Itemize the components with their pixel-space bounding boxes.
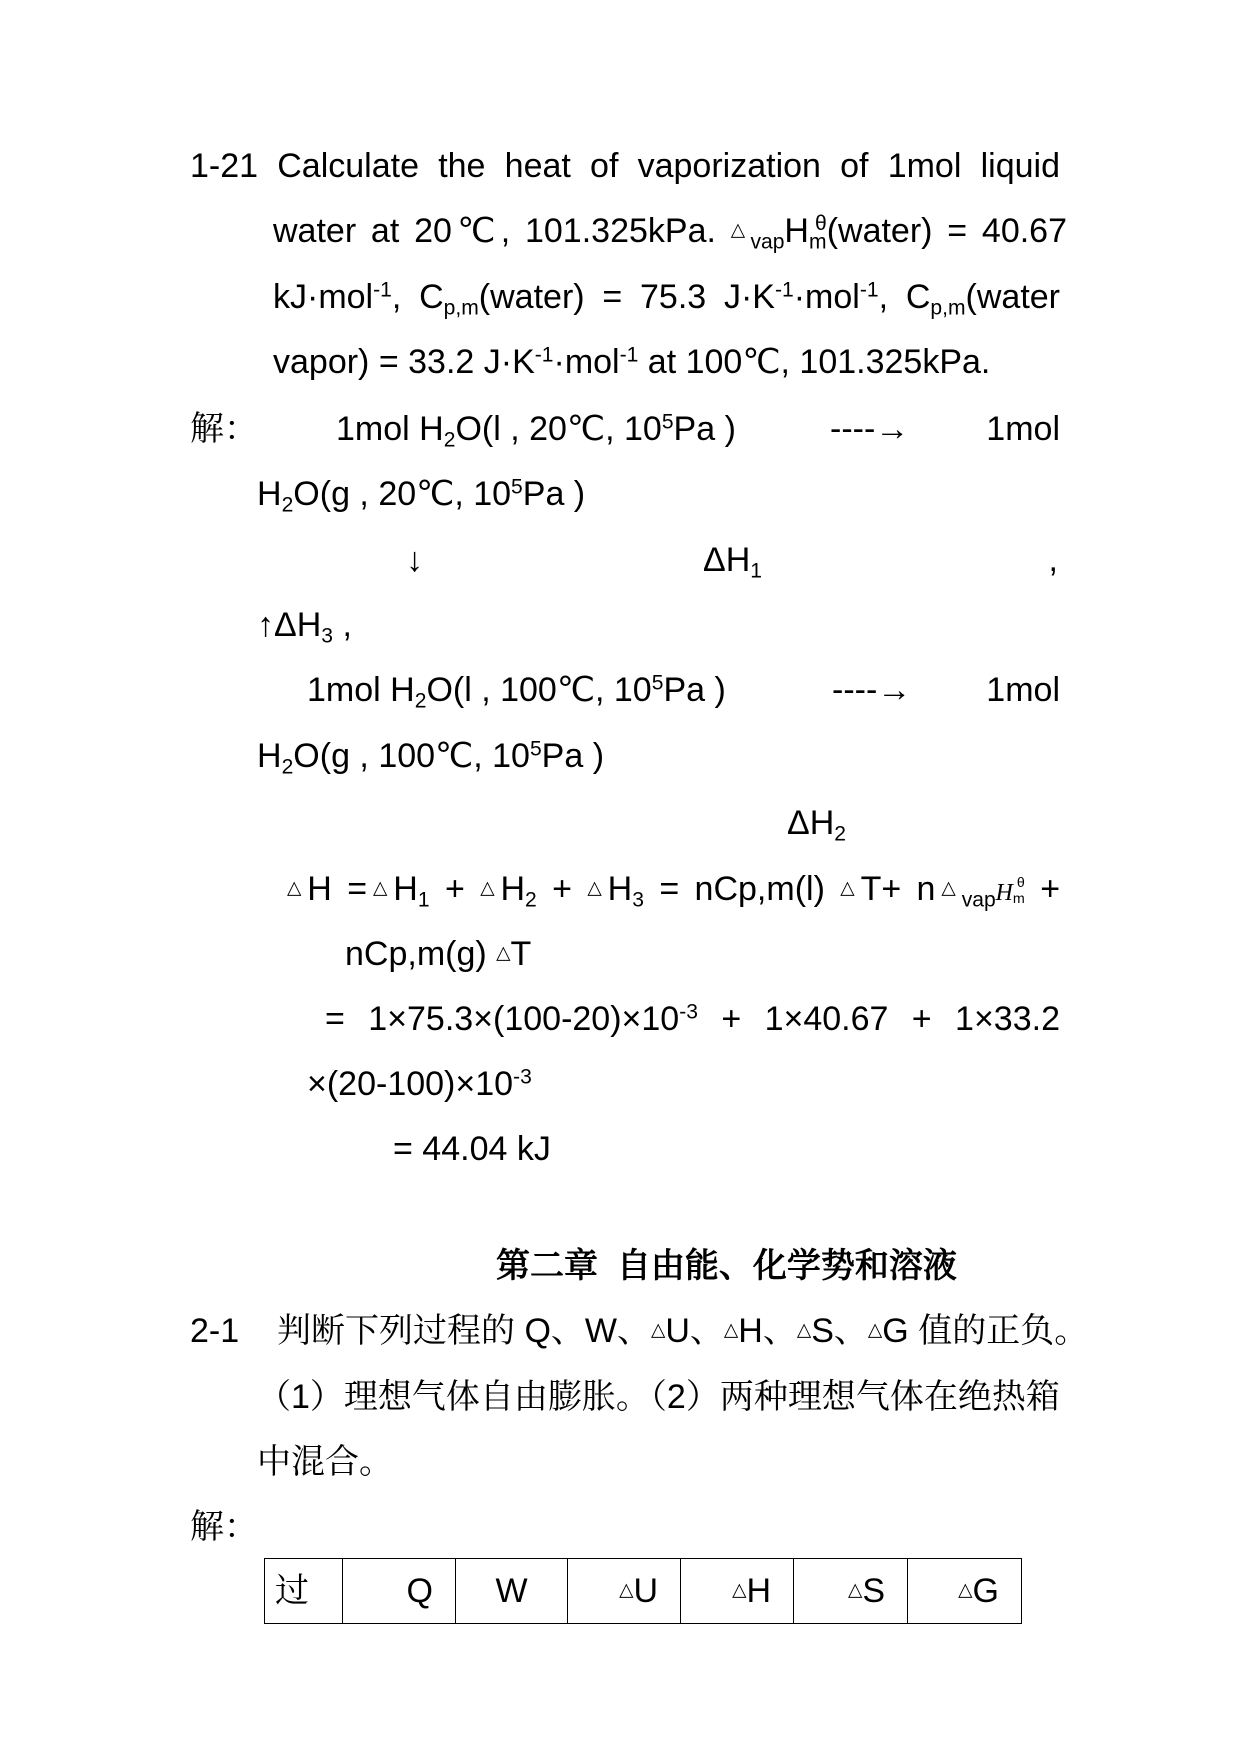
text-run: , (333, 606, 352, 644)
superscript: θ (1016, 875, 1025, 892)
text-run: ·mol (793, 278, 860, 316)
answer-table (264, 1558, 1022, 1624)
final-state-continued (257, 736, 605, 779)
text-run: ↑ΔH (257, 606, 322, 644)
superscript: -1 (774, 278, 794, 302)
problem-statement-line: （1）理想气体自由膨胀。（2）两种理想气体在绝热箱 (257, 1378, 1060, 1416)
text-run: ΔH (703, 541, 751, 579)
text-run: 1mol H (336, 410, 444, 448)
calculation-line (325, 999, 1060, 1039)
delta-symbol: △ (840, 877, 861, 899)
text-run: Pa ) (663, 671, 726, 709)
final-state-continued (257, 474, 586, 517)
problem-statement-line (277, 1311, 1088, 1351)
delta-symbol: △ (796, 1319, 812, 1341)
text-run: G 值的正负。 (882, 1312, 1089, 1350)
text-run: H (500, 870, 526, 908)
problem-statement-line: 中混合。 (257, 1443, 393, 1481)
delta-symbol: △ (367, 877, 394, 899)
chapter-title: 第二章 自由能、化学势和溶液 (496, 1247, 957, 1285)
text-run: + 1×40.67 + 1×33.2 (697, 1000, 1060, 1038)
text-run: Q (406, 1572, 433, 1610)
table-header-cell (681, 1559, 794, 1624)
text-run: S (862, 1572, 885, 1610)
formula-symbol: H (995, 880, 1013, 906)
intermediate-state (307, 670, 726, 713)
text-run: O(g , 20℃, 10 (293, 475, 512, 513)
delta-symbol: △ (730, 219, 751, 241)
superscript: -1 (859, 278, 879, 302)
delta-symbol: △ (847, 1579, 863, 1601)
text-run: = 1×75.3×(100-20)×10 (325, 1000, 680, 1038)
calculation-line (287, 869, 1061, 912)
problem-number: 2-1 (190, 1312, 240, 1350)
superscript: 5 (661, 410, 674, 434)
subscript: m (1012, 890, 1025, 907)
text-run: Pa ) (522, 475, 586, 513)
subscript: 2 (834, 822, 846, 846)
table-header-cell (265, 1559, 343, 1624)
superscript: -1 (373, 278, 392, 302)
delta-symbol: △ (650, 1319, 666, 1341)
separator-comma: , (1048, 541, 1058, 579)
text-run: Pa ) (541, 737, 605, 775)
delta-symbol: △ (723, 1319, 739, 1341)
superscript: 5 (511, 475, 523, 499)
subscript: 1 (750, 559, 762, 583)
table-header-cell (908, 1559, 1022, 1624)
text-run: 判断下列过程的 Q、W、 (277, 1312, 651, 1350)
delta-symbol: △ (619, 1579, 634, 1601)
text-run: = nCp,m(l) (643, 870, 841, 908)
superscript: 5 (651, 671, 664, 695)
superscript: θ (814, 212, 827, 236)
text-run: (water) = 75.3 J·K (478, 278, 775, 316)
superscript: -1 (534, 343, 554, 367)
subscript: 1 (417, 888, 430, 912)
problem-statement-line (273, 277, 1060, 320)
subscript: 3 (321, 624, 333, 648)
delta-symbol: △ (496, 942, 511, 964)
text-run: H = (307, 870, 368, 908)
subscript: 2 (443, 428, 456, 452)
text-run: T (510, 935, 532, 973)
text-run: G (972, 1572, 999, 1610)
text-run: ·mol (553, 343, 620, 381)
delta-h2-label (787, 803, 846, 846)
delta-symbol: △ (480, 877, 501, 899)
problem-statement-line (190, 146, 1060, 186)
delta-symbol: △ (287, 877, 308, 899)
final-state: 1mol (986, 410, 1060, 448)
text-run: (water (965, 278, 1060, 316)
delta-symbol: △ (935, 877, 962, 899)
text-run: H (607, 870, 633, 908)
text-run: kJ·mol (273, 278, 374, 316)
calculation-result: = 44.04 kJ (393, 1130, 551, 1168)
subscript: 2 (525, 888, 537, 912)
subscript: p,m (443, 296, 479, 320)
text-run: H (746, 1572, 771, 1610)
superscript: -1 (619, 343, 639, 367)
text-run: O(l , 100℃, 10 (426, 671, 652, 709)
superscript: 5 (529, 737, 542, 761)
subscript: 2 (414, 689, 427, 713)
text-run: + (536, 870, 588, 908)
text-run: + (429, 870, 481, 908)
table-header-cell (343, 1559, 456, 1624)
problem-statement-line (273, 342, 990, 382)
delta-symbol: △ (587, 877, 608, 899)
text-run: H (784, 212, 809, 250)
text-run: 1-21 Calculate the heat of vaporization of 1mol liquid (190, 147, 1060, 185)
delta-symbol: △ (867, 1319, 883, 1341)
text-run: H (393, 870, 418, 908)
initial-state (336, 409, 736, 452)
text-run: 过 (275, 1572, 309, 1610)
text-run: O(g , 100℃, 10 (293, 737, 530, 775)
text-run: O(l , 20℃, 10 (455, 410, 662, 448)
text-run: (water) = 40.67 (826, 212, 1067, 250)
text-run: ×(20-100)×10 (307, 1065, 514, 1103)
text-run: + (1024, 870, 1061, 908)
subscript: vap (750, 230, 785, 254)
text-run: ΔH (787, 804, 835, 842)
delta-symbol: △ (732, 1579, 747, 1601)
process-arrow: ----→ (832, 671, 912, 709)
text-run: vapor) = 33.2 J·K (273, 343, 535, 381)
text-run: H (257, 737, 282, 775)
subscript: 2 (281, 493, 294, 517)
subscript: 2 (281, 755, 294, 779)
delta-h1-label (703, 540, 762, 583)
text-run: H、 (738, 1312, 797, 1350)
text-run: water at 20℃, 101.325kPa. (273, 212, 731, 250)
text-run: , C (391, 278, 444, 316)
text-run: Pa ) (673, 410, 736, 448)
text-run: at 100℃, 101.325kPa. (638, 343, 991, 381)
table-header-cell (794, 1559, 908, 1624)
text-run: S、 (811, 1312, 868, 1350)
superscript: -3 (513, 1065, 532, 1089)
solution-label: 解： (190, 410, 258, 448)
problem-statement-line (273, 211, 1067, 254)
down-arrow: ↓ (406, 541, 423, 579)
solution-label: 解： (190, 1508, 258, 1546)
text-run: , C (878, 278, 931, 316)
process-arrow: ----→ (830, 410, 910, 448)
text-run: T+ n (860, 870, 936, 908)
up-arrow-delta-h3 (257, 605, 352, 648)
subscript: m (808, 230, 827, 254)
delta-symbol: △ (958, 1579, 973, 1601)
table-header-row (265, 1559, 1022, 1624)
calculation-line (345, 934, 531, 974)
subscript: vap (961, 888, 996, 912)
text-run: W (495, 1572, 528, 1610)
text-run: H (257, 475, 282, 513)
table-header-cell (456, 1559, 568, 1624)
text-run: U (633, 1572, 658, 1610)
text-run: nCp,m(g) (345, 935, 497, 973)
text-run: 1mol H (307, 671, 415, 709)
table-header-cell (568, 1559, 681, 1624)
subscript: 3 (632, 888, 644, 912)
text-run: U、 (665, 1312, 724, 1350)
subscript: p,m (930, 296, 966, 320)
superscript: -3 (679, 1000, 698, 1024)
final-state: 1mol (986, 671, 1060, 709)
calculation-line (307, 1064, 532, 1104)
